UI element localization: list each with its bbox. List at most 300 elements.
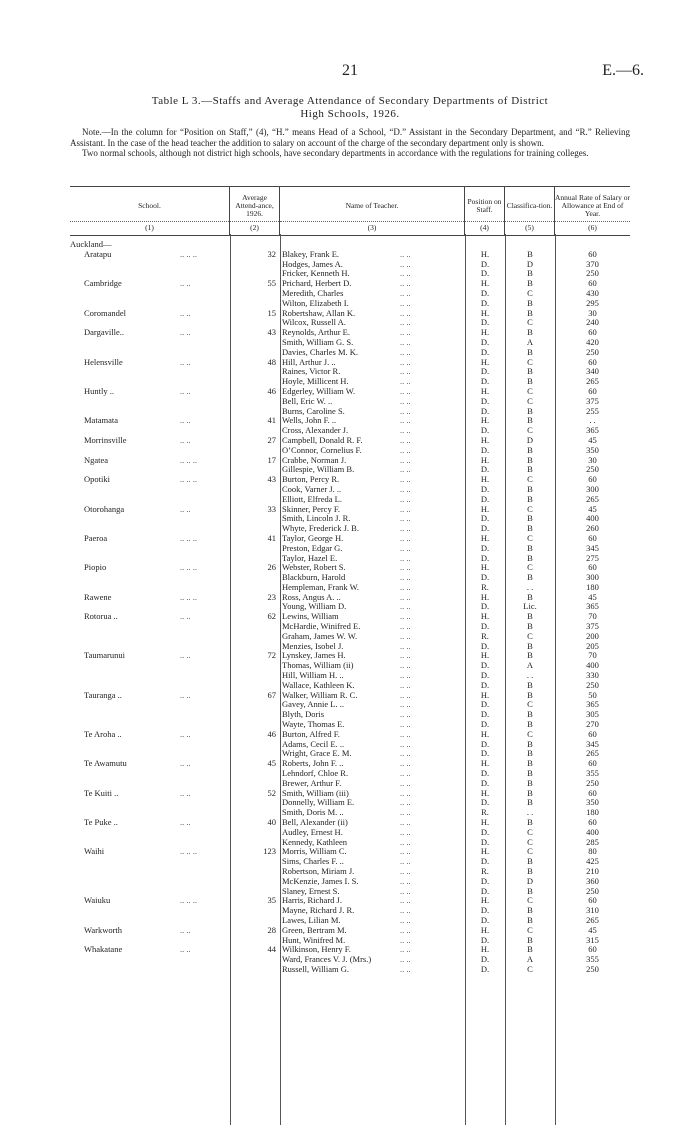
salary-cell: 250 [586, 777, 599, 788]
table-row [70, 250, 630, 260]
classification-cell: B [527, 572, 533, 583]
leader-dots: .. .. [400, 356, 411, 367]
table-row [70, 397, 630, 407]
salary-cell: 250 [586, 346, 599, 357]
leader-dots: .. .. [400, 758, 411, 769]
classification-cell: B [527, 346, 533, 357]
teacher-name-cell: Meredith, Charles [282, 287, 344, 298]
attendance-cell: 45 [267, 758, 276, 769]
classification-cell: C [527, 895, 533, 906]
leader-dots: .. .. [400, 817, 411, 828]
teacher-name-cell: Wayte, Thomas E. [282, 719, 345, 730]
leader-dots: .. .. [400, 660, 411, 671]
salary-cell: 60 [588, 728, 597, 739]
salary-cell: 345 [586, 738, 599, 749]
table-row [70, 838, 630, 848]
table-row [70, 661, 630, 671]
position-cell: D. [480, 738, 490, 749]
position-cell: H. [480, 434, 490, 445]
salary-cell: 315 [586, 934, 599, 945]
position-cell: H. [480, 650, 490, 661]
classification-cell: B [527, 454, 533, 465]
teacher-name-cell: Hunt, Winifred M. [282, 934, 346, 945]
position-cell: D. [480, 640, 490, 651]
attendance-cell: 55 [267, 278, 276, 289]
position-cell: H. [480, 385, 490, 396]
salary-cell: 300 [586, 483, 599, 494]
salary-cell: 400 [586, 513, 599, 524]
position-cell: D. [480, 395, 490, 406]
leader-dots: .. .. [400, 572, 411, 583]
teacher-name-cell: Slaney, Ernest S. [282, 885, 340, 896]
position-cell: D. [480, 856, 490, 867]
table-row [70, 691, 630, 701]
position-cell: D. [480, 777, 490, 788]
table-row [70, 877, 630, 887]
table-row [70, 407, 630, 417]
classification-cell: B [527, 542, 533, 553]
school-cell: Waihi [84, 846, 105, 857]
position-cell: D. [480, 934, 490, 945]
teacher-name-cell: Burton, Percy R. [282, 474, 340, 485]
salary-cell: 250 [586, 885, 599, 896]
classification-cell: D [526, 434, 534, 445]
salary-cell: 70 [588, 650, 597, 661]
classification-cell: A [526, 954, 534, 965]
teacher-name-cell: Robertshaw, Allan K. [282, 307, 356, 318]
leader-dots: .. .. [400, 611, 411, 622]
table-row [70, 759, 630, 769]
classification-cell: . . [526, 581, 534, 592]
table-row [70, 485, 630, 495]
position-cell: H. [480, 562, 490, 573]
table-row [70, 544, 630, 554]
table-row [70, 828, 630, 838]
classification-cell: A [526, 336, 534, 347]
teacher-name-cell: Russell, William G. [282, 963, 350, 974]
leader-dots: .. .. [400, 954, 411, 965]
attendance-cell: 23 [267, 591, 276, 602]
table-row [70, 475, 630, 485]
leader-dots: .. .. [400, 689, 411, 700]
leader-dots: .. .. [400, 336, 411, 347]
teacher-name-cell: Davies, Charles M. K. [282, 346, 359, 357]
attendance-cell: 44 [267, 944, 276, 955]
teacher-name-cell: Lewins, William [282, 611, 339, 622]
leader-dots: .. .. [400, 513, 411, 524]
teacher-name-cell: Blakey, Frank E. [282, 248, 340, 259]
attendance-cell: 41 [267, 532, 276, 543]
leader-dots: .. .. .. [180, 562, 197, 573]
salary-cell: 60 [588, 474, 597, 485]
table-row [70, 524, 630, 534]
salary-cell: 365 [586, 699, 599, 710]
attendance-cell: 26 [267, 562, 276, 573]
salary-cell: 265 [586, 376, 599, 387]
attendance-cell: 35 [267, 895, 276, 906]
attendance-cell: 46 [267, 385, 276, 396]
classification-cell: B [527, 464, 533, 475]
school-cell: Coromandel [84, 307, 127, 318]
leader-dots: .. .. [400, 454, 411, 465]
salary-cell: 340 [586, 366, 599, 377]
position-cell: H. [480, 278, 490, 289]
salary-cell: 180 [586, 807, 599, 818]
attendance-cell: 72 [267, 650, 276, 661]
teacher-name-cell: Kennedy, Kathleen [282, 836, 348, 847]
leader-dots: .. .. [400, 562, 411, 573]
school-cell: Cambridge [84, 278, 122, 289]
classification-cell: C [527, 474, 533, 485]
school-cell: Paeroa [84, 532, 108, 543]
position-cell: D. [480, 621, 490, 632]
leader-dots: .. .. [400, 493, 411, 504]
table-row [70, 916, 630, 926]
position-cell: D. [480, 768, 490, 779]
salary-cell: 250 [586, 963, 599, 974]
leader-dots: .. .. .. [180, 532, 197, 543]
leader-dots: .. .. [400, 797, 411, 808]
position-cell: H. [480, 356, 490, 367]
school-cell: Morrinsville [84, 434, 127, 445]
column-header-attendance: Average Attend-ance, 1926. (2) [230, 187, 280, 235]
leader-dots: .. .. [180, 650, 191, 661]
leader-dots: .. .. [180, 611, 191, 622]
teacher-name-cell: Burton, Alfred F. [282, 728, 340, 739]
classification-cell: B [527, 268, 533, 279]
classification-cell: B [527, 640, 533, 651]
teacher-name-cell: Bell, Alexander (ii) [282, 817, 348, 828]
position-cell: H. [480, 728, 490, 739]
classification-cell: C [527, 317, 533, 328]
school-cell: Helensville [84, 356, 123, 367]
teacher-name-cell: McHardie, Winifred E. [282, 621, 361, 632]
classification-cell: B [527, 944, 533, 955]
salary-cell: 375 [586, 621, 599, 632]
salary-cell: 60 [588, 944, 597, 955]
salary-cell: 300 [586, 572, 599, 583]
leader-dots: .. .. .. [180, 454, 197, 465]
salary-cell: 310 [586, 905, 599, 916]
salary-cell: 430 [586, 287, 599, 298]
salary-cell: 60 [588, 248, 597, 259]
position-cell: H. [480, 611, 490, 622]
salary-cell: 50 [588, 689, 597, 700]
leader-dots: .. .. [400, 307, 411, 318]
classification-cell: C [527, 846, 533, 857]
column-header-position: Position on Staff. (4) [465, 187, 505, 235]
leader-dots: .. .. [400, 875, 411, 886]
school-cell: Taumarunui [84, 650, 125, 661]
salary-cell: 305 [586, 709, 599, 720]
position-cell: H. [480, 944, 490, 955]
leader-dots: .. .. [400, 856, 411, 867]
position-cell: D. [480, 268, 490, 279]
leader-dots: .. .. [180, 689, 191, 700]
leader-dots: .. .. .. [180, 474, 197, 485]
leader-dots: .. .. [180, 415, 191, 426]
teacher-name-cell: Smith, William (iii) [282, 787, 349, 798]
position-cell: D. [480, 875, 490, 886]
position-cell: D. [480, 425, 490, 436]
leader-dots: .. .. [400, 317, 411, 328]
region-label: Auckland— [70, 239, 112, 249]
leader-dots: .. .. [400, 738, 411, 749]
position-cell: D. [480, 679, 490, 690]
teacher-name-cell: Campbell, Donald R. F. [282, 434, 363, 445]
classification-cell: D [526, 875, 534, 886]
teacher-name-cell: Wallace, Kathleen K. [282, 679, 355, 690]
salary-cell: 200 [586, 630, 599, 641]
position-cell: D. [480, 719, 490, 730]
classification-cell: B [527, 934, 533, 945]
leader-dots: .. .. [400, 699, 411, 710]
leader-dots: .. .. [400, 719, 411, 730]
leader-dots: .. .. [400, 542, 411, 553]
teacher-name-cell: Walker, William R. C. [282, 689, 358, 700]
classification-cell: C [527, 532, 533, 543]
teacher-name-cell: McKenzie, James I. S. [282, 875, 359, 886]
teacher-name-cell: Hempleman, Frank W. [282, 581, 359, 592]
leader-dots: .. .. [400, 278, 411, 289]
classification-cell: B [527, 885, 533, 896]
classification-cell: C [527, 836, 533, 847]
classification-cell: B [527, 768, 533, 779]
classification-cell: C [527, 630, 533, 641]
salary-cell: 60 [588, 385, 597, 396]
leader-dots: .. .. [400, 591, 411, 602]
teacher-name-cell: Taylor, Hazel E. [282, 552, 338, 563]
table-row [70, 495, 630, 505]
page-number: 21 [342, 62, 358, 79]
leader-dots: .. .. [400, 934, 411, 945]
teacher-name-cell: Bell, Eric W. .. [282, 395, 333, 406]
position-cell: D. [480, 493, 490, 504]
attendance-cell: 32 [267, 248, 276, 259]
position-cell: H. [480, 846, 490, 857]
teacher-name-cell: Hodges, James A. [282, 258, 343, 269]
school-cell: Te Awamutu [84, 758, 127, 769]
salary-cell: 420 [586, 336, 599, 347]
school-cell: Aratapu [84, 248, 112, 259]
salary-cell: 250 [586, 464, 599, 475]
leader-dots: .. .. [400, 415, 411, 426]
teacher-name-cell: Ward, Frances V. J. (Mrs.) [282, 954, 372, 965]
leader-dots: .. .. [400, 523, 411, 534]
teacher-name-cell: Hill, Arthur J. .. [282, 356, 336, 367]
position-cell: R. [481, 866, 489, 876]
classification-cell: B [527, 307, 533, 318]
position-cell: D. [480, 483, 490, 494]
school-cell: Rawene [84, 591, 112, 602]
classification-cell: Lic. [523, 601, 537, 612]
salary-cell: . . [589, 415, 596, 426]
teacher-name-cell: Brewer, Arthur F. [282, 777, 342, 788]
position-cell: D. [480, 885, 490, 896]
teacher-name-cell: Wilcox, Russell A. [282, 317, 346, 328]
school-cell: Te Puke .. [84, 817, 118, 828]
leader-dots: .. .. [400, 807, 411, 818]
position-cell: H. [480, 415, 490, 426]
teacher-name-cell: Sims, Charles F. .. [282, 856, 344, 867]
position-cell: D. [480, 297, 490, 308]
leader-dots: .. .. .. [180, 895, 197, 906]
position-cell: D. [480, 601, 490, 612]
leader-dots: .. .. [400, 327, 411, 338]
salary-cell: 60 [588, 787, 597, 798]
salary-cell: 70 [588, 611, 597, 622]
leader-dots: .. .. [400, 895, 411, 906]
page-identifier: E.—6. [602, 62, 644, 79]
position-cell: D. [480, 748, 490, 759]
table-row [70, 358, 630, 368]
teacher-name-cell: Wilton, Elizabeth I. [282, 297, 349, 308]
leader-dots: .. .. [400, 905, 411, 916]
salary-cell: 30 [588, 454, 597, 465]
teacher-name-cell: Smith, Doris M. .. [282, 807, 344, 818]
salary-cell: 400 [586, 826, 599, 837]
leader-dots: .. .. .. [180, 846, 197, 857]
teacher-name-cell: Young, William D. [282, 601, 347, 612]
teacher-name-cell: Roberts, John F. .. [282, 758, 344, 769]
classification-cell: B [527, 297, 533, 308]
salary-cell: 60 [588, 532, 597, 543]
attendance-cell: 46 [267, 728, 276, 739]
school-cell: Te Kuiti .. [84, 787, 119, 798]
position-cell: D. [480, 954, 490, 965]
position-cell: H. [480, 248, 490, 259]
salary-cell: 270 [586, 719, 599, 730]
classification-cell: . . [526, 670, 534, 681]
leader-dots: .. .. [400, 464, 411, 475]
teacher-name-cell: Taylor, George H. [282, 532, 344, 543]
classification-cell: B [527, 523, 533, 534]
leader-dots: .. .. [180, 817, 191, 828]
leader-dots: .. .. [400, 376, 411, 387]
teacher-name-cell: Lynskey, James H. [282, 650, 346, 661]
position-cell: D. [480, 523, 490, 534]
classification-cell: B [527, 777, 533, 788]
leader-dots: .. .. [400, 581, 411, 592]
position-cell: H. [480, 307, 490, 318]
salary-cell: 60 [588, 817, 597, 828]
attendance-cell: 67 [267, 689, 276, 700]
teacher-name-cell: Burns, Caroline S. [282, 405, 345, 416]
attendance-cell: 62 [267, 611, 276, 622]
table-row [70, 534, 630, 544]
salary-cell: 180 [586, 581, 599, 592]
position-cell: D. [480, 542, 490, 553]
leader-dots: .. .. [400, 787, 411, 798]
table-row [70, 642, 630, 652]
school-cell: Whakatane [84, 944, 123, 955]
leader-dots: .. .. [400, 885, 411, 896]
salary-cell: 210 [586, 866, 599, 876]
position-cell: D. [480, 914, 490, 925]
teacher-name-cell: Morris, William C. [282, 846, 347, 857]
salary-cell: 60 [588, 278, 597, 289]
salary-cell: 60 [588, 327, 597, 338]
teacher-name-cell: Blyth, Doris [282, 709, 325, 720]
classification-cell: C [527, 503, 533, 514]
table-row [70, 906, 630, 916]
classification-cell: C [527, 963, 533, 974]
salary-cell: 275 [586, 552, 599, 563]
salary-cell: 285 [586, 836, 599, 847]
teacher-name-cell: Prichard, Herbert D. [282, 278, 352, 289]
teacher-name-cell: Cook, Varner J. .. [282, 483, 342, 494]
table-row [70, 309, 630, 319]
leader-dots: .. .. [400, 366, 411, 377]
school-cell: Matamata [84, 415, 118, 426]
attendance-cell: 17 [267, 454, 276, 465]
leader-dots: .. .. [400, 777, 411, 788]
classification-cell: C [527, 356, 533, 367]
classification-cell: C [527, 924, 533, 935]
salary-cell: 80 [588, 846, 597, 857]
classification-cell: B [527, 248, 533, 259]
classification-cell: B [527, 415, 533, 426]
teacher-name-cell: Lawes, Lilian M. [282, 914, 341, 925]
column-header-salary: Annual Rate of Salary or Allowance at End of Year. (6) [555, 192, 630, 232]
classification-cell: B [527, 738, 533, 749]
classification-cell: B [527, 444, 533, 455]
position-cell: D. [480, 709, 490, 720]
table-row [70, 554, 630, 564]
position-cell: H. [480, 817, 490, 828]
school-cell: Te Aroha .. [84, 728, 122, 739]
table-row [70, 260, 630, 270]
leader-dots: .. .. [400, 434, 411, 445]
classification-cell: B [527, 866, 533, 876]
table-row [70, 847, 630, 857]
salary-cell: 250 [586, 268, 599, 279]
salary-cell: 45 [588, 924, 597, 935]
teacher-name-cell: Preston, Edgar G. [282, 542, 343, 553]
classification-cell: C [527, 728, 533, 739]
teacher-name-cell: Hoyle, Millicent H. [282, 376, 349, 387]
teacher-name-cell: Ross, Angus A. .. [282, 591, 341, 602]
column-header-classification: Classifica-tion. (5) [505, 187, 555, 235]
classification-cell: B [527, 552, 533, 563]
table-row [70, 465, 630, 475]
table-row [70, 593, 630, 603]
school-cell: Dargaville.. [84, 327, 124, 338]
teacher-name-cell: Robertson, Miriam J. [282, 866, 355, 876]
table-row [70, 289, 630, 299]
table-row [70, 279, 630, 289]
column-header-teacher: Name of Teacher. (3) [280, 187, 465, 235]
leader-dots: .. .. [180, 385, 191, 396]
teacher-name-cell: Crabbe, Norman J. [282, 454, 347, 465]
table-row [70, 926, 630, 936]
salary-cell: 370 [586, 258, 599, 269]
teacher-name-cell: Raines, Victor R. [282, 366, 341, 377]
teacher-name-cell: Skinner, Percy F. [282, 503, 341, 514]
teacher-name-cell: Thomas, William (ii) [282, 660, 354, 671]
attendance-cell: 123 [263, 846, 276, 857]
position-cell: D. [480, 405, 490, 416]
salary-cell: 350 [586, 444, 599, 455]
teacher-name-cell: Wright, Grace E. M. [282, 748, 352, 759]
salary-cell: 60 [588, 356, 597, 367]
classification-cell: B [527, 278, 533, 289]
position-cell: H. [480, 787, 490, 798]
school-cell: Warkworth [84, 924, 123, 935]
classification-cell: . . [526, 807, 534, 818]
teacher-name-cell: Audley, Ernest H. [282, 826, 343, 837]
leader-dots: .. .. [400, 503, 411, 514]
